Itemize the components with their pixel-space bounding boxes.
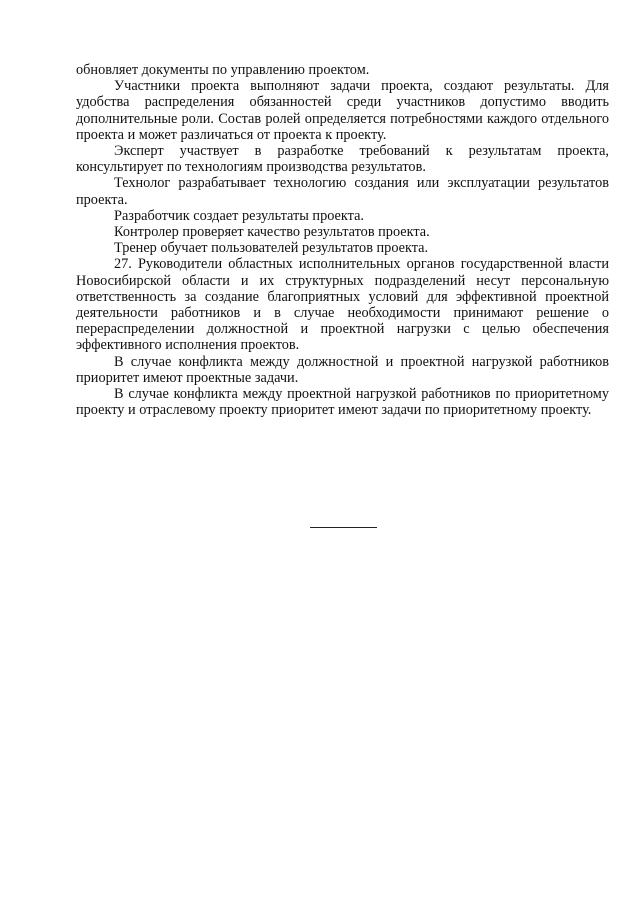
paragraph-controller: Контролер проверяет качество результатов проекта. [114,224,430,241]
document-body [76,62,609,418]
paragraph-continuation: обновляет документы по управлению проектом. [76,62,370,78]
paragraph-item-27: 27. Руководители областных исполнительных органов государственной власти Новосибирской области и их структурных подразделений несут персональную ответственность за создание благоприятных условий для эффективной проектной деятельности работников и в случае необходимости принимают решение о перераспределении должностной и проектной нагрузки с целью обеспечения эффективного исполнения проектов. [76,256,609,354]
paragraph-conflict-priority: В случае конфликта между проектной нагрузкой работников по приоритетному проекту и отраслевому проекту приоритет имеют задачи по приоритетному проекту. [76,386,609,419]
paragraph-developer: Разработчик создает результаты проекта. [114,207,364,224]
paragraph-expert: Эксперт участвует в разработке требований к результатам проекта, консультирует по технологиям производства результатов. [76,143,609,176]
end-separator-line [310,527,377,528]
paragraph-trainer: Тренер обучает пользователей результатов проекта. [114,240,429,257]
paragraph-technologist: Технолог разрабатывает технологию создания или эксплуатации результатов проекта. [76,175,609,208]
paragraph-conflict-duty: В случае конфликта между должностной и проектной нагрузкой работников приоритет имеют проектные задачи. [76,353,609,386]
paragraph-project-participants: Участники проекта выполняют задачи проекта, создают результаты. Для удобства распределения обязанностей среди участников допустимо вводить дополнительные роли. Состав ролей определяется потребностями каждого отдельного проекта и может различаться от проекта к проекту. [76,78,609,143]
